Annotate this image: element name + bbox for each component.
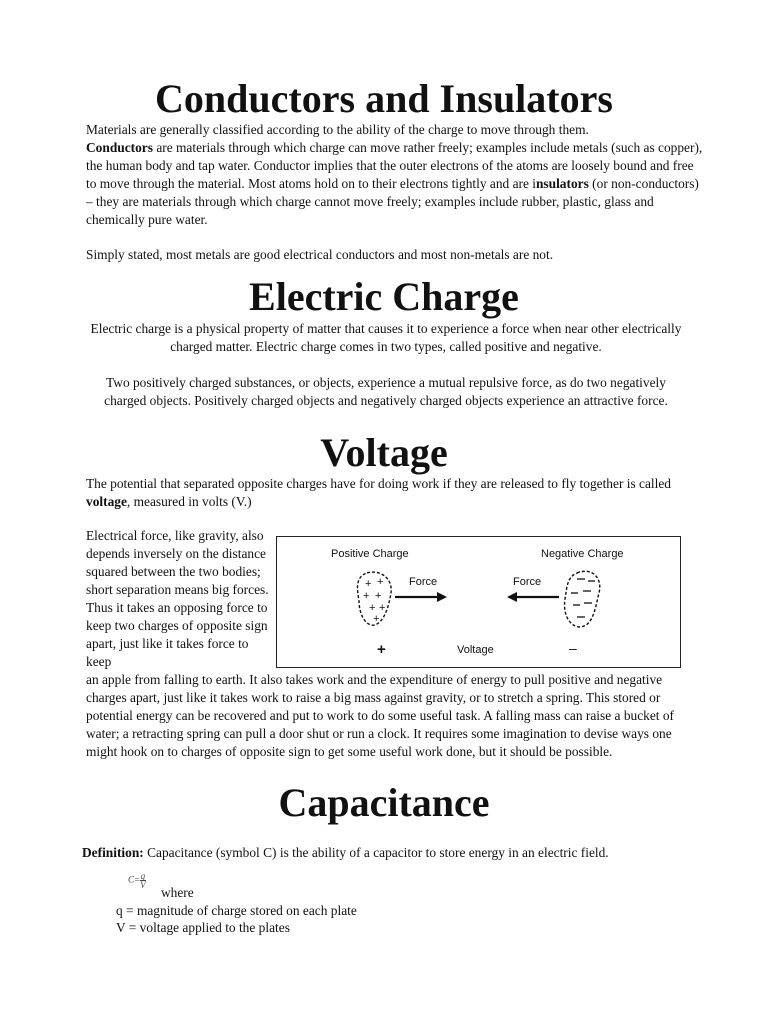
- conductors-paragraph: [86, 121, 706, 229]
- definition-label: Definition:: [82, 845, 144, 860]
- arrowhead-left-icon: [507, 592, 517, 602]
- definition-text: Capacitance (symbol C) is the ability of a capacitor to store energy in an electric field.: [143, 845, 609, 860]
- charge-paragraph-2: Two positively charged substances, or objects, experience a mutual repulsive force, as do two negatively charged objects. Positively charged objects and negatively charged objects experience an attractive force.: [104, 375, 668, 408]
- conductors-term: Conductors: [86, 140, 153, 155]
- voltage-intro: The potential that separated opposite charges have for doing work if they are released to fly together is called: [86, 476, 672, 491]
- where-label: where: [161, 885, 194, 900]
- force-label-left: Force: [409, 576, 438, 588]
- q-definition: q = magnitude of charge stored on each plate: [116, 903, 357, 918]
- insulators-definition: (or non-conductors) – they are materials through which charge cannot move freely; examples include rubber, plastic, glass and chemically pure water.: [86, 176, 699, 227]
- charge-diagram: [276, 536, 681, 668]
- conductors-intro: Materials are generally classified according to the ability of the charge to move through them.: [86, 122, 589, 137]
- insulators-term: nsulators: [535, 176, 589, 191]
- svg-text:+: +: [377, 576, 384, 588]
- charge-paragraph-1: Electric charge is a physical property of matter that causes it to experience a force when near other electrically charged matter. Electric charge comes in two types, called positive and negative.: [90, 321, 682, 354]
- section-title-charge: Electric Charge: [249, 274, 519, 319]
- voltage-side-text: Electrical force, like gravity, also depends inversely on the distance squared between the two bodies; short separation means big forces. Thus it takes an opposing force to keep two charges of opposite sign apart, just like it takes force to keep: [86, 528, 269, 669]
- force-label-right: Force: [513, 576, 542, 588]
- charge-diagram-svg: [277, 537, 680, 667]
- conductors-definition: are materials through which charge can move rather freely; examples include metals (such as copper), the human body and tap water. Conductor implies that the outer electrons of the atoms are loosely bound and free to move through the material. Most atoms hold on to their electrons tightly and are i: [86, 140, 703, 191]
- voltage-paragraph: [86, 475, 698, 511]
- positive-charge-label: Positive Charge: [331, 548, 409, 560]
- conductors-summary: Simply stated, most metals are good electrical conductors and most non-metals are not.: [86, 247, 554, 262]
- formula-fraction: [140, 872, 146, 889]
- minus-sign: –: [569, 640, 577, 656]
- formula-denominator: V: [140, 880, 146, 890]
- svg-text:+: +: [365, 578, 372, 590]
- voltage-continued-text: an apple from falling to earth. It also takes work and the expenditure of energy to pull positive and negative charges apart, just like it takes work to raise a big mass against gravity, or to stretch a spring. This stored or potential energy can be recovered and put to work to do some useful task. A falling mass can raise a bucket of water; a retracting spring can pull a door shut or run a clock. It requires some imagination to devise ways one might hook on to charges of opposite sign to get some useful work done, but it should be possible.: [86, 672, 675, 759]
- svg-text:+: +: [375, 590, 382, 602]
- svg-text:+: +: [379, 602, 386, 614]
- svg-text:+: +: [363, 590, 370, 602]
- plus-sign: +: [377, 641, 386, 658]
- svg-text:+: +: [373, 613, 380, 625]
- section-title-conductors: Conductors and Insulators: [155, 76, 613, 121]
- capacitance-formula: [128, 872, 146, 889]
- positive-signs: [363, 576, 385, 625]
- v-definition: V = voltage applied to the plates: [116, 920, 290, 935]
- negative-signs: [571, 579, 595, 617]
- formula-numerator: q: [140, 871, 146, 881]
- section-title-capacitance: Capacitance: [278, 780, 490, 825]
- svg-text:+: +: [369, 602, 376, 614]
- voltage-term: voltage: [86, 494, 127, 509]
- arrowhead-right-icon: [437, 592, 447, 602]
- voltage-label: Voltage: [457, 644, 494, 656]
- capacitance-definition: [82, 844, 712, 862]
- voltage-units: , measured in volts (V.): [126, 494, 252, 509]
- formula-lhs: C=: [128, 874, 141, 885]
- negative-charge-label: Negative Charge: [541, 548, 624, 560]
- section-title-voltage: Voltage: [320, 430, 448, 475]
